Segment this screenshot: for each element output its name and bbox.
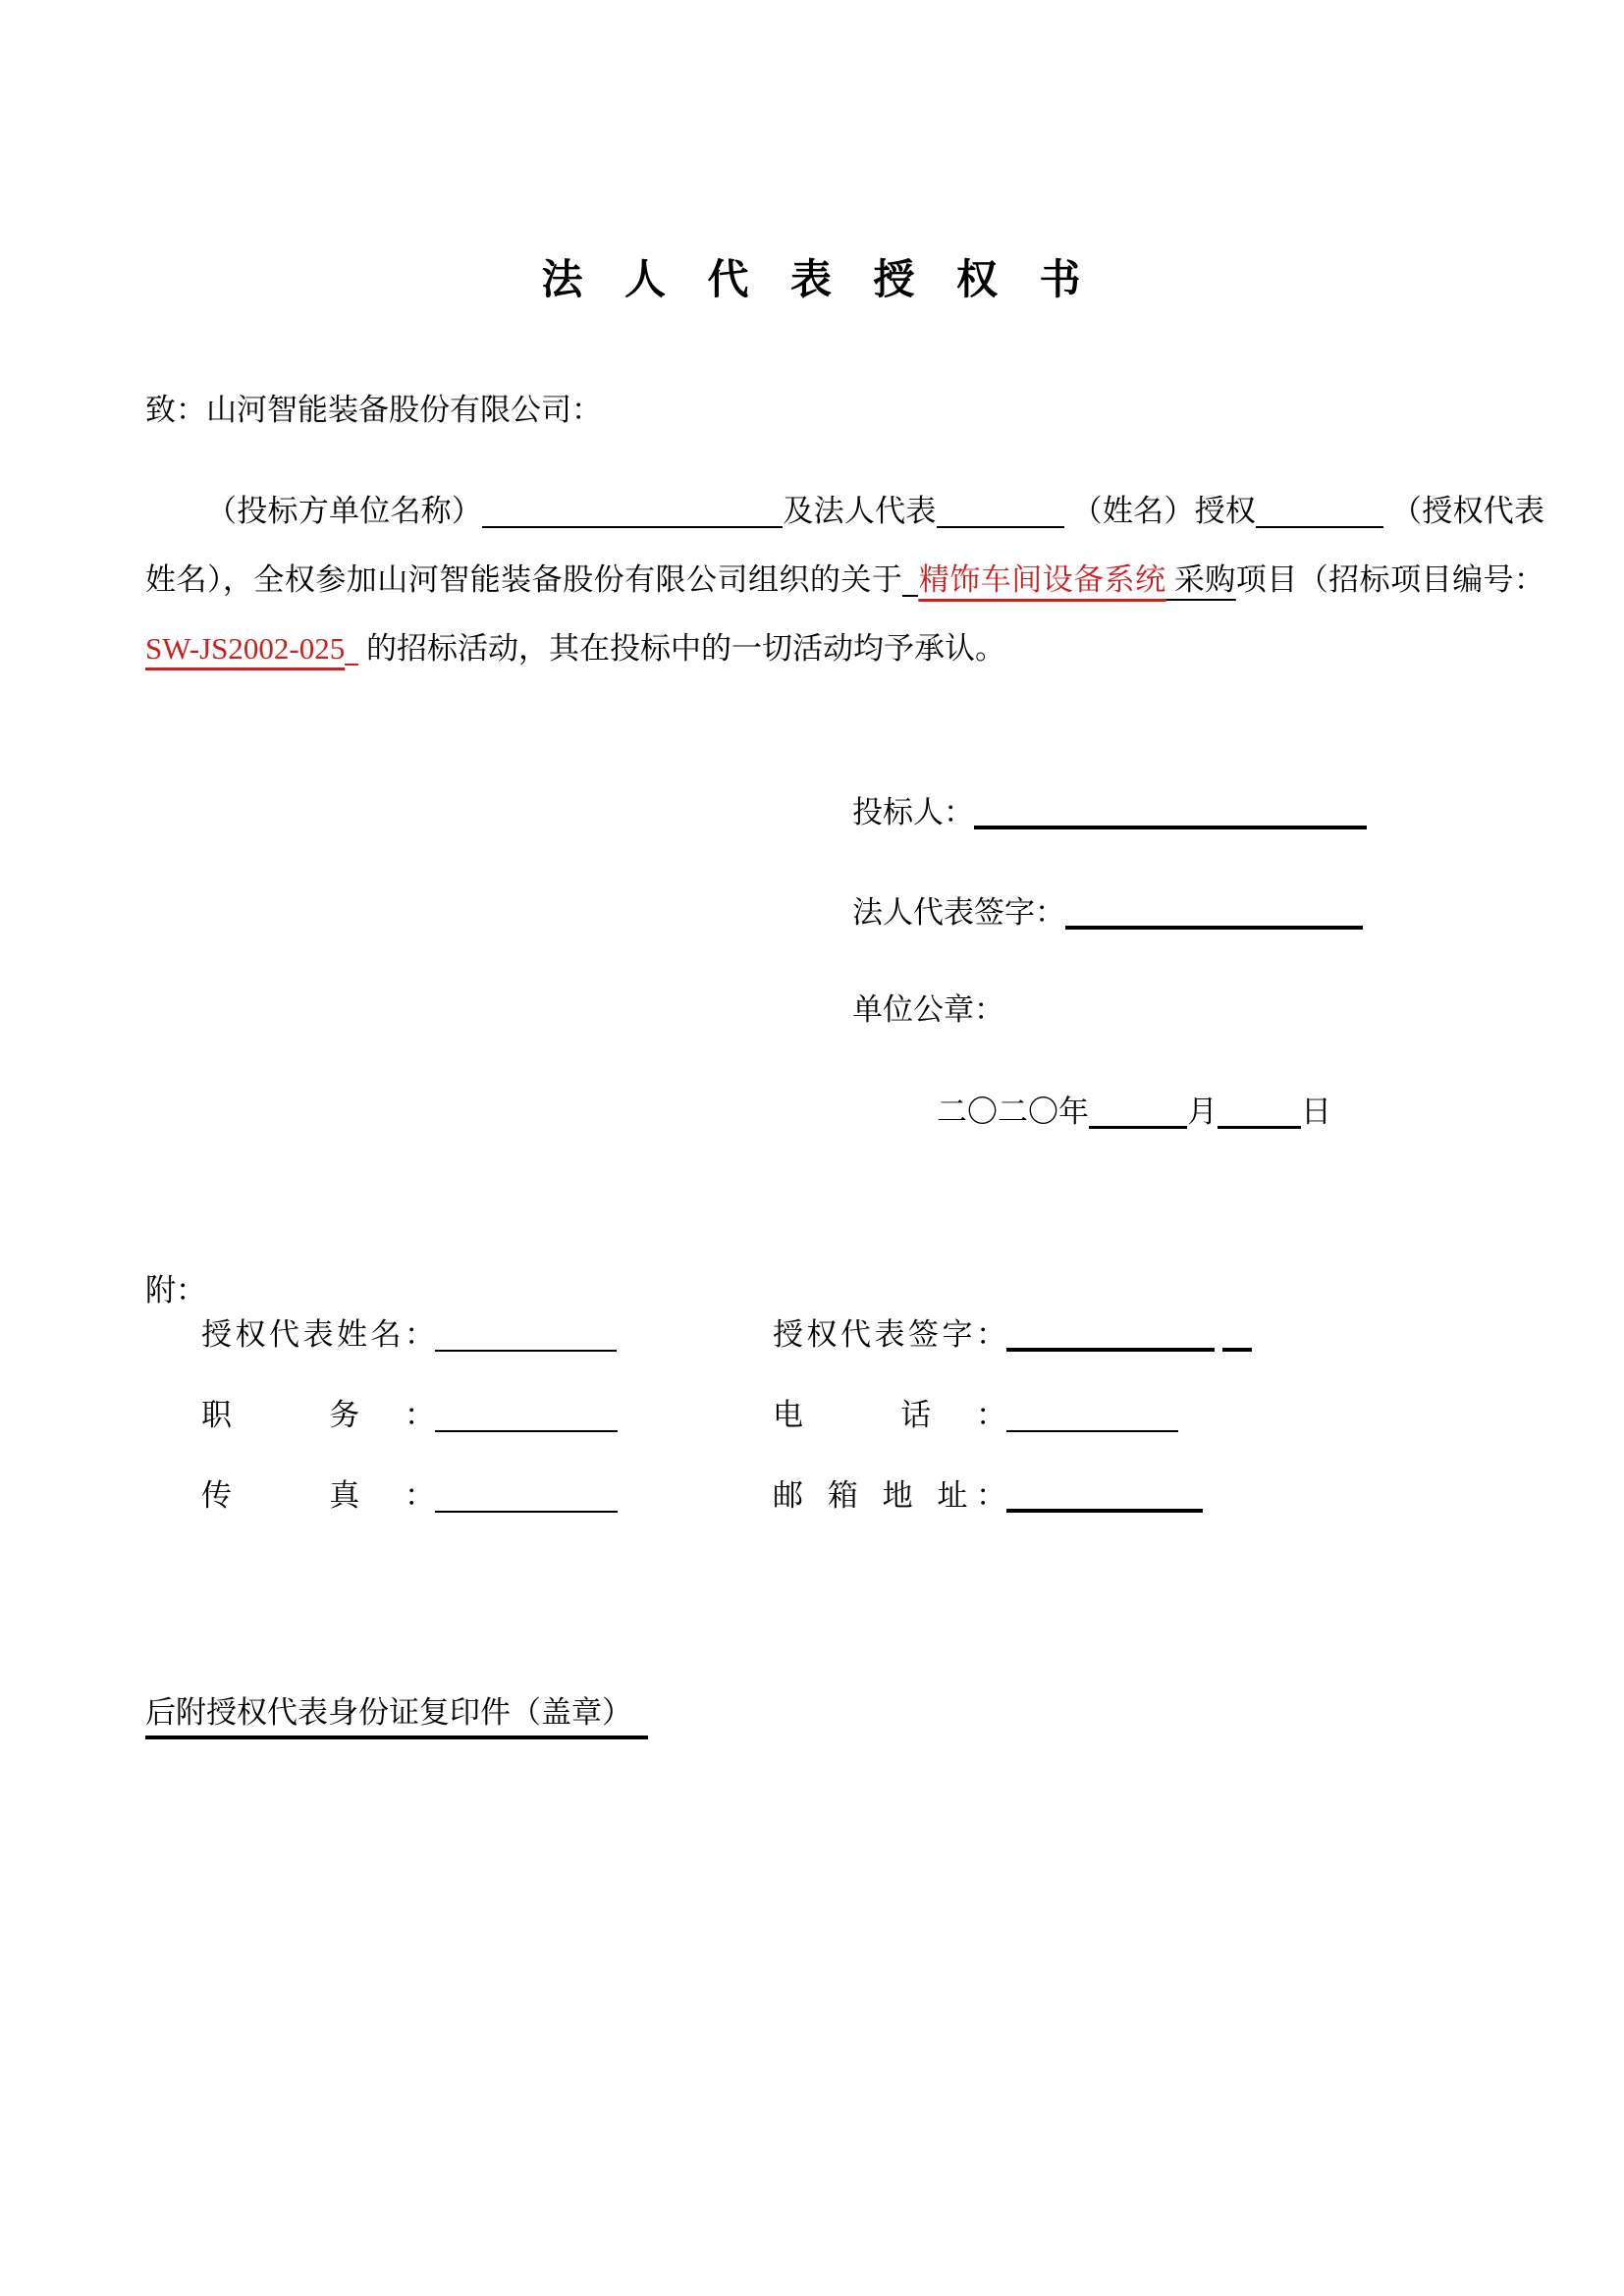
fill-in-blank-line[interactable] — [937, 507, 1064, 528]
page-title: 法 人 代 表 授 权 书 — [541, 258, 1083, 303]
fill-in-blank-line[interactable] — [1006, 1489, 1203, 1513]
legal-rep-fill-in-line[interactable] — [1065, 906, 1363, 930]
form-field — [773, 1473, 1203, 1519]
highlighted-text: 精饰车间设备系统 — [918, 562, 1166, 597]
fill-in-blank-line[interactable] — [345, 644, 358, 666]
text-segment: 项目（招标项目编号： — [1235, 562, 1545, 597]
field-label: 授权代表签字： — [773, 1317, 1006, 1352]
contact-form-rows — [0, 1312, 1624, 1554]
text-segment: 的招标活动，其在投标中的一切活动均予承认。 — [358, 631, 1005, 666]
form-field — [201, 1393, 618, 1438]
fill-in-blank-line[interactable] — [435, 1330, 617, 1352]
field-label: 传 真： — [201, 1478, 435, 1513]
text-segment: 采购 — [1165, 562, 1236, 597]
form-field — [201, 1473, 618, 1519]
bidder-signature-row — [852, 790, 1367, 835]
fill-in-blank-line[interactable] — [1006, 1411, 1178, 1432]
field-label: 职 务： — [201, 1398, 435, 1432]
legal-rep-signature-label: 法人代表签字： — [852, 895, 1065, 930]
footer-note-text: 后附授权代表身份证复印件（盖章） — [145, 1695, 648, 1739]
fill-in-blank-line[interactable] — [1218, 1106, 1301, 1129]
attachment-heading: 附： — [145, 1273, 206, 1308]
addressee-line: 致：山河智能装备股份有限公司： — [145, 393, 602, 427]
text-segment: 日 — [1301, 1095, 1331, 1129]
text-segment: （授权代表姓名），全权参加山河智能装备股份有限公司组织的关于 — [145, 494, 1545, 597]
text-segment: 月 — [1187, 1095, 1218, 1129]
legal-rep-signature-row — [852, 890, 1363, 935]
company-seal-row — [852, 988, 1004, 1033]
form-row — [0, 1312, 1624, 1393]
fill-in-blank-line[interactable] — [1256, 507, 1383, 528]
form-row — [0, 1473, 1624, 1554]
fill-in-blank-line[interactable] — [482, 507, 783, 528]
bidder-label: 投标人： — [852, 795, 974, 829]
field-label: 授权代表姓名： — [201, 1317, 435, 1352]
field-label: 电 话： — [773, 1398, 1006, 1432]
text-segment: 及法人代表 — [783, 494, 937, 528]
form-field — [201, 1312, 617, 1358]
text-segment: （姓名）授权 — [1063, 494, 1257, 528]
form-field — [773, 1312, 1252, 1358]
text-segment: 二〇二〇年 — [937, 1095, 1089, 1129]
fill-in-blank-line[interactable] — [1222, 1328, 1252, 1352]
fill-in-blank-line[interactable] — [435, 1491, 618, 1513]
highlighted-text: SW-JS2002-025 — [145, 631, 346, 666]
date-line — [937, 1090, 1331, 1135]
fill-in-blank-line[interactable] — [435, 1411, 618, 1432]
text-segment: （投标方单位名称） — [206, 494, 483, 528]
bidder-fill-in-line[interactable] — [974, 806, 1367, 829]
footer-note — [145, 1690, 648, 1735]
fill-in-blank-line[interactable] — [902, 575, 918, 597]
company-seal-label: 单位公章： — [852, 992, 1004, 1027]
form-field — [773, 1393, 1178, 1438]
field-label: 邮 箱 地 址： — [773, 1478, 1006, 1513]
fill-in-blank-line[interactable] — [1089, 1106, 1187, 1129]
form-row — [0, 1393, 1624, 1473]
authorization-paragraph — [145, 477, 1544, 683]
fill-in-blank-line[interactable] — [1006, 1328, 1215, 1352]
